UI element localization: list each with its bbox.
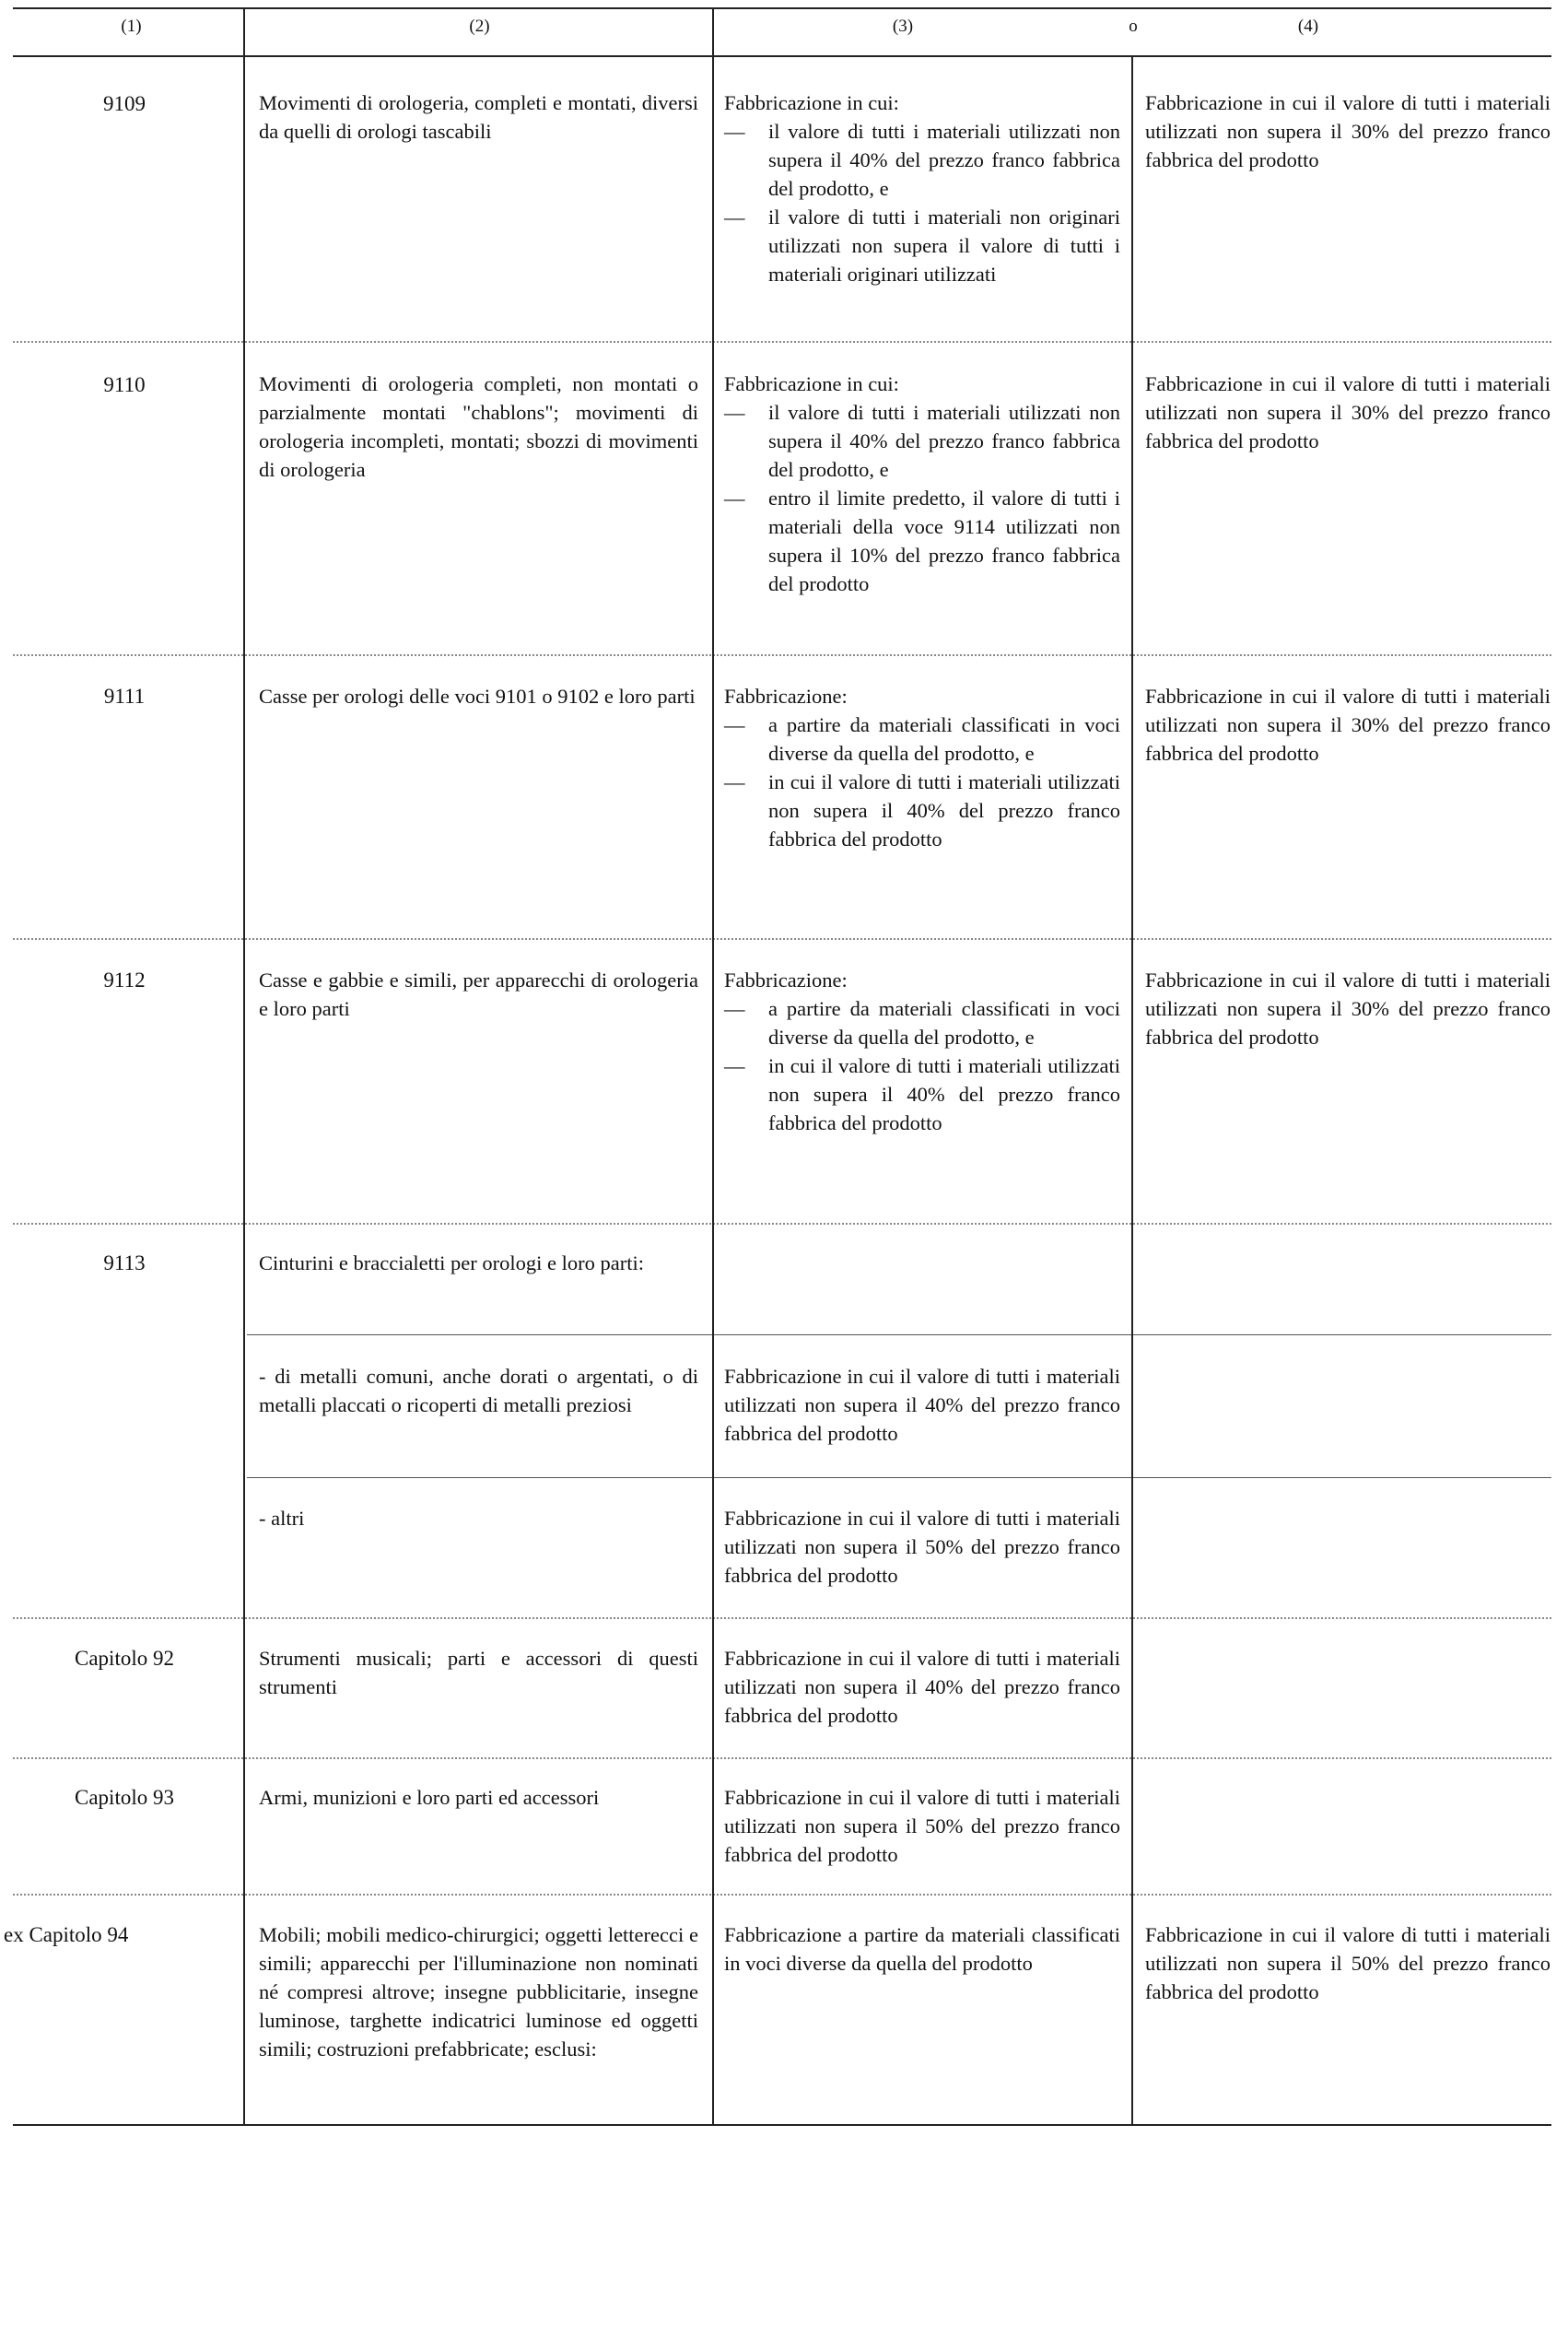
rule3-item: — in cui il valore di tutti i materiali utilizzati non supera il 40% del prezzo franco fabbrica del prodotto [724, 768, 1120, 853]
rule3-item: — in cui il valore di tutti i materiali utilizzati non supera il 40% del prezzo franco fabbrica del prodotto [724, 1051, 1120, 1137]
row-code: ex Capitolo 94 [4, 1923, 129, 1946]
row-rule3: Fabbricazione in cui il valore di tutti i materiali utilizzati non supera il 50% del prezzo franco fabbrica del prodotto [724, 1786, 1120, 1866]
row-code: Capitolo 92 [75, 1647, 174, 1670]
row-rule3 [724, 88, 1120, 288]
rule3-item: — a partire da materiali classificati in voci diverse da quella del prodotto, e [724, 994, 1120, 1051]
header-col1: (1) [121, 17, 142, 36]
row-rule4: Fabbricazione in cui il valore di tutti i materiali utilizzati non supera il 30% del prezzo franco fabbrica del prodotto [1145, 91, 1550, 171]
row-code: 9109 [103, 92, 146, 115]
row-description: Casse per orologi delle voci 9101 o 9102 e loro parti [259, 685, 696, 708]
row-code: 9110 [103, 373, 146, 396]
row-description: Strumenti musicali; parti e accessori di questi strumenti [259, 1647, 698, 1698]
row-description: Cinturini e braccialetti per orologi e loro parti: [259, 1251, 644, 1274]
subrow-rule3: Fabbricazione in cui il valore di tutti i materiali utilizzati non supera il 40% del prezzo franco fabbrica del prodotto [724, 1365, 1120, 1445]
row-rule3 [724, 966, 1120, 1137]
header-col4: (4) [1297, 17, 1319, 36]
table-bottom-rule [13, 2124, 1551, 2126]
row-description: Movimenti di orologeria, completi e montati, diversi da quelli di orologi tascabili [259, 91, 698, 143]
subrow-description: - altri [259, 1507, 305, 1530]
row-rule4: Fabbricazione in cui il valore di tutti i materiali utilizzati non supera il 30% del prezzo franco fabbrica del prodotto [1145, 969, 1550, 1049]
subrow-description: - di metalli comuni, anche dorati o argentati, o di metalli placcati o ricoperti di metalli preziosi [259, 1365, 698, 1416]
rule3-intro: Fabbricazione in cui: [724, 372, 899, 395]
rule3-item: — entro il limite predetto, il valore di tutti i materiali della voce 9114 utilizzati non supera il 10% del prezzo franco fabbrica del prodotto [724, 484, 1120, 598]
row-rule3 [724, 370, 1120, 598]
header-or: o [1129, 17, 1138, 36]
row-code: 9112 [103, 969, 146, 992]
row-description: Casse e gabbie e simili, per apparecchi di orologeria e loro parti [259, 969, 698, 1020]
rule3-item: — a partire da materiali classificati in voci diverse da quella del prodotto, e [724, 710, 1120, 768]
row-rule4: Fabbricazione in cui il valore di tutti i materiali utilizzati non supera il 50% del prezzo franco fabbrica del prodotto [1145, 1923, 1550, 2003]
row-rule3: Fabbricazione a partire da materiali classificati in voci diverse da quella del prodotto [724, 1923, 1120, 1975]
row-code: 9111 [103, 685, 146, 708]
row-code: 9113 [103, 1251, 146, 1274]
subrow-rule3: Fabbricazione in cui il valore di tutti i materiali utilizzati non supera il 50% del prezzo franco fabbrica del prodotto [724, 1507, 1120, 1587]
rule3-item: — il valore di tutti i materiali utilizzati non supera il 40% del prezzo franco fabbrica del prodotto, e [724, 398, 1120, 484]
rule3-intro: Fabbricazione in cui: [724, 91, 899, 114]
subrow-separator [247, 1477, 1551, 1478]
column-divider [712, 7, 714, 2124]
row-rule4: Fabbricazione in cui il valore di tutti i materiali utilizzati non supera il 30% del prezzo franco fabbrica del prodotto [1145, 685, 1550, 765]
row-rule4: Fabbricazione in cui il valore di tutti i materiali utilizzati non supera il 30% del prezzo franco fabbrica del prodotto [1145, 372, 1550, 452]
row-description: Armi, munizioni e loro parti ed accessori [259, 1786, 600, 1809]
rule3-intro: Fabbricazione: [724, 969, 848, 992]
rule3-item: — il valore di tutti i materiali non originari utilizzati non supera il valore di tutti i materiali originari utilizzati [724, 203, 1120, 288]
rule3-intro: Fabbricazione: [724, 685, 848, 708]
column-divider [1131, 55, 1133, 2124]
header-col2: (2) [469, 17, 490, 36]
row-description: Mobili; mobili medico-chirurgici; oggetti letterecci e simili; apparecchi per l'illuminazione non nominati né compresi altrove; insegne pubblicitarie, insegne luminose, targhette indicatrici luminose ed oggetti simili; costruzioni prefabbricate; esclusi: [259, 1923, 698, 2060]
subrow-separator [247, 1334, 1551, 1335]
header-col3: (3) [892, 17, 914, 36]
rule3-item: — il valore di tutti i materiali utilizzati non supera il 40% del prezzo franco fabbrica del prodotto, e [724, 117, 1120, 203]
row-rule3 [724, 682, 1120, 853]
row-rule3: Fabbricazione in cui il valore di tutti i materiali utilizzati non supera il 40% del prezzo franco fabbrica del prodotto [724, 1647, 1120, 1727]
row-description: Movimenti di orologeria completi, non montati o parzialmente montati "chablons"; movimenti di orologeria incompleti, montati; sbozzi di movimenti di orologeria [259, 372, 698, 481]
column-divider [243, 7, 245, 2124]
row-code: Capitolo 93 [75, 1786, 174, 1809]
